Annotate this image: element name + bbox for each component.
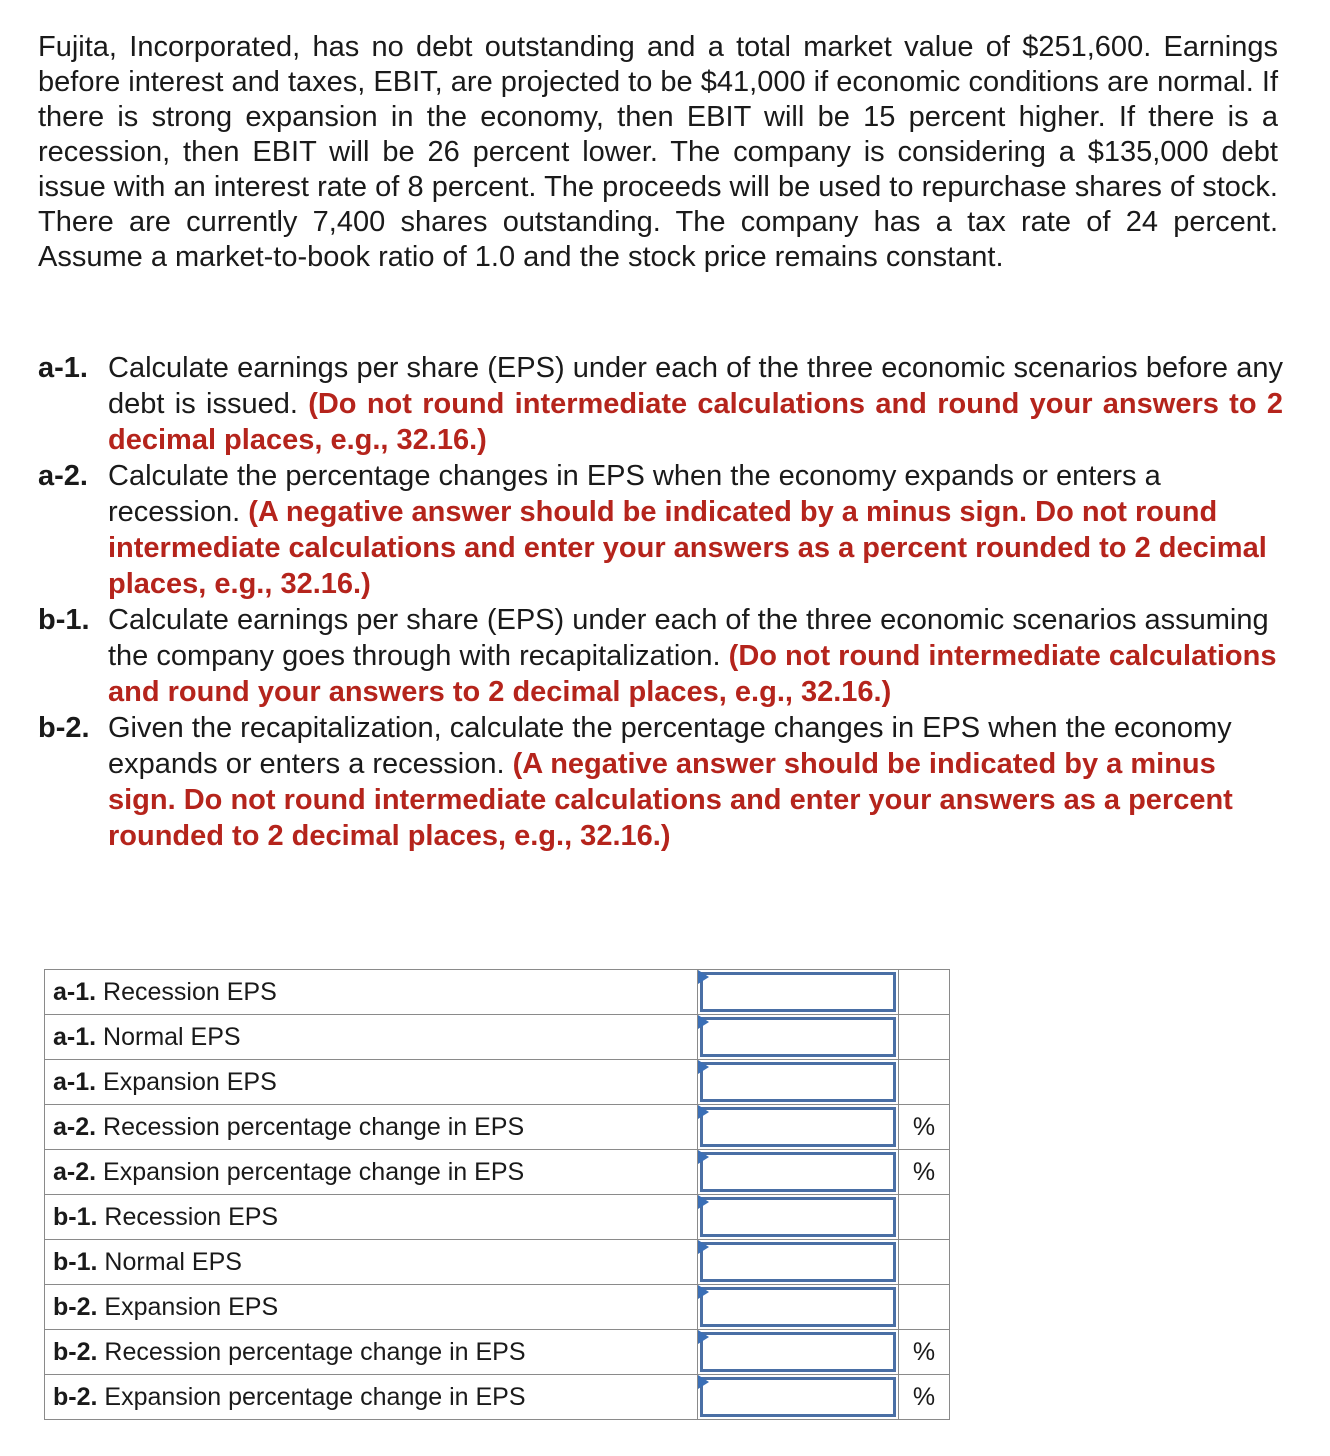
answer-input-box[interactable]: [700, 1242, 896, 1282]
answer-input-box[interactable]: [700, 1152, 896, 1192]
input-flag-icon: [698, 1375, 709, 1389]
answer-input-cell[interactable]: [698, 1285, 899, 1330]
answer-input-cell[interactable]: [698, 970, 899, 1015]
answer-input[interactable]: [703, 1245, 893, 1279]
part-note: (Do not round intermediate calculations and round your answers to 2 decimal places, e.g., 32.16.): [108, 388, 1283, 456]
part-a1: [38, 350, 1283, 458]
unit-cell: %: [899, 1105, 950, 1150]
row-prefix: b-1.: [53, 1247, 98, 1276]
row-label-text: Recession percentage change in EPS: [103, 1112, 525, 1141]
answer-table: [44, 969, 950, 1420]
row-label: [45, 1105, 698, 1150]
answer-input-cell[interactable]: [698, 1105, 899, 1150]
row-label: [45, 1060, 698, 1105]
answer-input-cell[interactable]: [698, 1015, 899, 1060]
unit-cell: %: [899, 1150, 950, 1195]
part-number: b-1.: [38, 604, 90, 636]
row-prefix: b-2.: [53, 1337, 98, 1366]
part-number: a-1.: [38, 352, 88, 384]
answer-input-cell[interactable]: [698, 1375, 899, 1420]
answer-input[interactable]: [703, 1155, 893, 1189]
table-row: [45, 970, 950, 1015]
row-prefix: a-2.: [53, 1112, 97, 1141]
part-b1: [38, 602, 1283, 710]
part-note: (A negative answer should be indicated by a minus sign. Do not round intermediate calculations and enter your answers as a percent rounded to 2 decimal places, e.g., 32.16.): [108, 496, 1267, 600]
unit-cell: %: [899, 1330, 950, 1375]
answer-input-box[interactable]: [700, 1197, 896, 1237]
answer-input[interactable]: [703, 1065, 893, 1099]
input-flag-icon: [698, 1150, 709, 1164]
answer-input[interactable]: [703, 1290, 893, 1324]
part-body: [108, 458, 1283, 602]
row-label: [45, 1015, 698, 1060]
row-label: [45, 1285, 698, 1330]
row-prefix: a-1.: [53, 1022, 97, 1051]
row-label-text: Recession percentage change in EPS: [104, 1337, 526, 1366]
input-flag-icon: [698, 1285, 709, 1299]
unit-cell: [899, 1015, 950, 1060]
answer-input-box[interactable]: [700, 1377, 896, 1417]
unit-cell: [899, 970, 950, 1015]
row-prefix: a-1.: [53, 1067, 97, 1096]
part-b2: [38, 710, 1283, 854]
row-label: [45, 1240, 698, 1285]
table-row: [45, 1060, 950, 1105]
part-body: [108, 602, 1283, 710]
answer-input[interactable]: [703, 1335, 893, 1369]
unit-cell: [899, 1285, 950, 1330]
table-row: [45, 1330, 950, 1375]
part-body: [108, 350, 1283, 458]
row-label: [45, 970, 698, 1015]
part-body: [108, 710, 1283, 854]
row-label-text: Expansion EPS: [104, 1292, 279, 1321]
row-label: [45, 1375, 698, 1420]
row-prefix: b-1.: [53, 1202, 98, 1231]
input-flag-icon: [698, 1060, 709, 1074]
row-prefix: a-2.: [53, 1157, 97, 1186]
answer-input-cell[interactable]: [698, 1060, 899, 1105]
unit-cell: [899, 1060, 950, 1105]
answer-input-cell[interactable]: [698, 1195, 899, 1240]
row-label-text: Normal EPS: [103, 1022, 241, 1051]
table-row: [45, 1285, 950, 1330]
row-prefix: b-2.: [53, 1292, 98, 1321]
question-parts: [38, 350, 1283, 854]
row-prefix: a-1.: [53, 977, 97, 1006]
input-flag-icon: [698, 1015, 709, 1029]
answer-input-box[interactable]: [700, 1287, 896, 1327]
problem-statement: Fujita, Incorporated, has no debt outstanding and a total market value of $251,600. Earnings before interest and taxes, EBIT, are projected to be $41,000 if economic conditions are normal. If there is strong expansion in the economy, then EBIT will be 15 percent higher. If there is a recession, then EBIT will be 26 percent lower. The company is considering a $135,000 debt issue with an interest rate of 8 percent. The proceeds will be used to repurchase shares of stock. There are currently 7,400 shares outstanding. The company has a tax rate of 24 percent. Assume a market-to-book ratio of 1.0 and the stock price remains constant.: [38, 31, 1278, 273]
table-row: [45, 1015, 950, 1060]
part-note: (Do not round intermediate calculations and round your answers to 2 decimal places, e.g., 32.16.): [108, 640, 1277, 708]
row-label: [45, 1330, 698, 1375]
part-note: (A negative answer should be indicated by a minus sign. Do not round intermediate calculations and enter your answers as a percent rounded to 2 decimal places, e.g., 32.16.): [108, 748, 1233, 852]
row-label-text: Recession EPS: [103, 977, 277, 1006]
input-flag-icon: [698, 970, 709, 984]
unit-cell: [899, 1195, 950, 1240]
answer-input-cell[interactable]: [698, 1330, 899, 1375]
row-prefix: b-2.: [53, 1382, 98, 1411]
part-number: b-2.: [38, 712, 90, 744]
answer-input[interactable]: [703, 1110, 893, 1144]
part-text: Calculate the percentage changes in EPS when the economy expands or enters a recession.: [108, 460, 1161, 528]
part-text: Calculate earnings per share (EPS) under each of the three economic scenarios before any debt is issued.: [108, 352, 1283, 420]
row-label-text: Normal EPS: [104, 1247, 242, 1276]
row-label-text: Recession EPS: [104, 1202, 279, 1231]
unit-cell: [899, 1240, 950, 1285]
table-row: [45, 1105, 950, 1150]
input-flag-icon: [698, 1330, 709, 1344]
answer-input-box[interactable]: [700, 1017, 896, 1057]
input-flag-icon: [698, 1195, 709, 1209]
row-label-text: Expansion percentage change in EPS: [104, 1382, 526, 1411]
input-flag-icon: [698, 1240, 709, 1254]
answer-input-box[interactable]: [700, 1107, 896, 1147]
part-number: a-2.: [38, 460, 88, 492]
input-flag-icon: [698, 1105, 709, 1119]
answer-input-cell[interactable]: [698, 1150, 899, 1195]
part-a2: [38, 458, 1283, 602]
answer-input-box[interactable]: [700, 972, 896, 1012]
part-text: Given the recapitalization, calculate the percentage changes in EPS when the economy expands or enters a recession.: [108, 712, 1232, 780]
table-row: [45, 1375, 950, 1420]
row-label: [45, 1150, 698, 1195]
answer-input[interactable]: [703, 975, 893, 1009]
row-label: [45, 1195, 698, 1240]
answer-input[interactable]: [703, 1380, 893, 1414]
row-label-text: Expansion EPS: [103, 1067, 277, 1096]
table-row: [45, 1150, 950, 1195]
table-row: [45, 1240, 950, 1285]
answer-input[interactable]: [703, 1020, 893, 1054]
answer-input[interactable]: [703, 1200, 893, 1234]
table-row: [45, 1195, 950, 1240]
answer-input-box[interactable]: [700, 1332, 896, 1372]
answer-input-cell[interactable]: [698, 1240, 899, 1285]
row-label-text: Expansion percentage change in EPS: [103, 1157, 525, 1186]
unit-cell: %: [899, 1375, 950, 1420]
answer-input-box[interactable]: [700, 1062, 896, 1102]
part-text: Calculate earnings per share (EPS) under each of the three economic scenarios assuming the company goes through with recapitalization.: [108, 604, 1269, 672]
